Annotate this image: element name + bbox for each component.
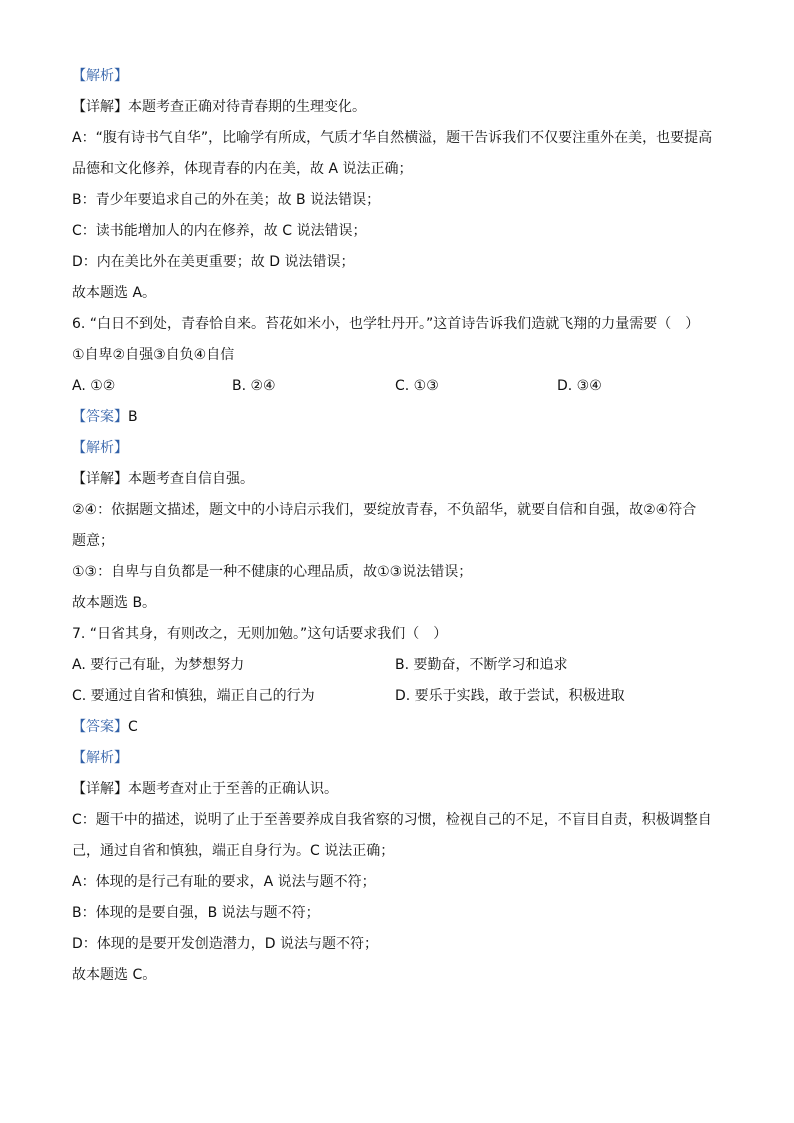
text-line: 【详解】本题考查正确对待青春期的生理变化。 (72, 99, 366, 115)
paragraph-line-1: ②④：依据题文描述，题文中的小诗启示我们，要绽放青春，不负韶华，就要自信和自强，故②④符合 (72, 502, 697, 518)
text-line: 6. “白日不到处，青春恰自来。苔花如米小，也学牡丹开。”这首诗告诉我们造就飞翔的力量需要（ ） (72, 316, 700, 332)
option-b: D. 要乐于实践，敢于尝试，积极进取 (395, 688, 625, 704)
options-row (72, 650, 732, 681)
document-page (72, 61, 732, 991)
paragraph-line-2: 题意； (72, 533, 114, 549)
text-paragraph (72, 805, 732, 867)
option-a: A. ①② (72, 378, 116, 394)
text-paragraph (72, 495, 732, 557)
section-tag: 【解析】 (72, 750, 128, 766)
text-line: 【详解】本题考查自信自强。 (72, 471, 254, 487)
section-tag: 【解析】 (72, 68, 128, 84)
text-paragraph (72, 123, 732, 185)
text-line: ①③：自卑与自负都是一种不健康的心理品质，故①③说法错误； (72, 564, 473, 580)
answer-line (72, 712, 732, 743)
text-line: 故本题选 C。 (72, 967, 157, 983)
paragraph-line-2: 品德和文化修养，体现青春的内在美，故 A 说法正确； (72, 161, 413, 177)
options-row (72, 371, 732, 402)
text-line: B：体现的是要自强，B 说法与题不符； (72, 905, 320, 921)
text-line: D：内在美比外在美更重要；故 D 说法错误； (72, 254, 355, 270)
text-line: B：青少年要追求自己的外在美；故 B 说法错误； (72, 192, 381, 208)
text-line: ①自卑②自强③自负④自信 (72, 347, 235, 363)
option-b: B. ②④ (232, 378, 276, 394)
option-c: C. ①③ (395, 378, 439, 394)
option-a: A. 要行己有耻，为梦想努力 (72, 657, 245, 673)
text-line: 故本题选 B。 (72, 595, 157, 611)
text-line: 故本题选 A。 (72, 285, 157, 301)
answer-value: C (128, 719, 138, 735)
section-tag: 【解析】 (72, 440, 128, 456)
text-line: 【详解】本题考查对止于至善的正确认识。 (72, 781, 338, 797)
paragraph-line-2: 己，通过自省和慎独，端正自身行为。C 说法正确； (72, 843, 395, 859)
text-line: C：读书能增加人的内在修养，故 C 说法错误； (72, 223, 367, 239)
option-b: B. 要勤奋，不断学习和追求 (395, 657, 568, 673)
options-row (72, 681, 732, 712)
text-line: A：体现的是行己有耻的要求，A 说法与题不符； (72, 874, 376, 890)
answer-value: B (128, 409, 138, 425)
paragraph-line-1: C：题干中的描述，说明了止于至善要养成自我省察的习惯，检视自己的不足，不盲目自责，积极调整自 (72, 812, 712, 828)
answer-line (72, 402, 732, 433)
answer-tag: 【答案】 (72, 719, 128, 735)
option-a: C. 要通过自省和慎独，端正自己的行为 (72, 688, 315, 704)
text-line: 7. “日省其身，有则改之，无则加勉。”这句话要求我们（ ） (72, 626, 448, 642)
option-d: D. ③④ (557, 378, 602, 394)
text-line: D：体现的是要开发创造潜力，D 说法与题不符； (72, 936, 379, 952)
paragraph-line-1: A：“腹有诗书气自华”，比喻学有所成，气质才华自然横溢，题干告诉我们不仅要注重外在美，也要提高 (72, 130, 713, 146)
answer-tag: 【答案】 (72, 409, 128, 425)
